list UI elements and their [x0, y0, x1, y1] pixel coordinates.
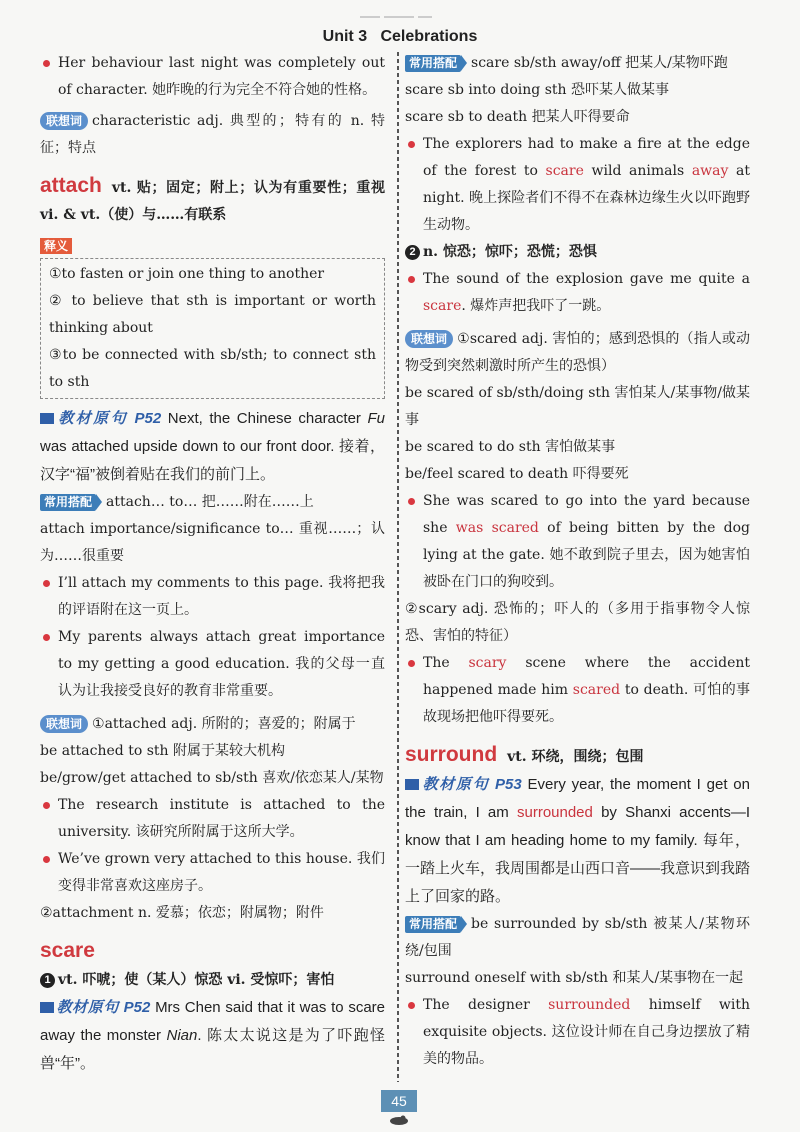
example-sentence	[405, 266, 750, 320]
top-margin-mark	[360, 6, 440, 16]
example-text: She was scared to go into the yard because she	[423, 493, 750, 536]
lianxiang-label: 联想词	[405, 330, 453, 348]
source-label: 教材原句 P53	[421, 776, 522, 793]
example-sentence	[405, 992, 750, 1073]
collocation-line: surround oneself with sb/sth 和某人/某事物在一起	[405, 970, 744, 986]
lianxiang-line: be scared of sb/sth/doing sth 害怕某人/某事物/做某事	[405, 385, 750, 428]
page-header	[0, 28, 800, 46]
textbook-source	[405, 771, 750, 911]
shiyi-label: 释义	[40, 238, 72, 254]
headword-scare: scare	[40, 939, 95, 962]
lianxiang-line: be scared to do sth 害怕做某事	[405, 439, 616, 455]
lianxiang-block	[40, 711, 385, 792]
example-text: The	[423, 655, 450, 671]
book-icon	[405, 779, 419, 790]
lianxiang-label: 联想词	[40, 112, 88, 130]
collocation-line: scare sb into doing sth 恐吓某人做某事	[405, 82, 669, 98]
example-text: at night. 晚上探险者们不得不在森林边缘生火以吓跑野生动物。	[423, 163, 751, 233]
highlight-word: surrounded	[516, 804, 593, 821]
source-text-rest: . 陈太太说这是为了吓跑怪兽“年”。	[40, 1027, 386, 1072]
lianxiang-block	[40, 108, 385, 162]
collocation-block	[405, 911, 750, 992]
example-text: wild animals	[591, 163, 685, 179]
unit-title: Celebrations	[380, 28, 478, 45]
left-column	[40, 50, 385, 1078]
source-nian: Nian	[166, 1027, 198, 1044]
example-sentence	[405, 650, 750, 731]
collocation-line: scare sb to death 把某人吓得要命	[405, 109, 630, 125]
highlight-word: scare	[545, 163, 584, 179]
definition-item: ③to be connected with sb/sth; to connect sth to sth	[49, 347, 376, 390]
collocation-block	[405, 50, 750, 131]
entry-scare	[40, 937, 385, 967]
surround-pos-line: vt. 环绕，围绕；包围	[507, 749, 644, 765]
collocation-label: 常用搭配	[40, 494, 96, 511]
example-text: scene where the accident happened made him	[423, 655, 751, 698]
scary-line: ②scary adj. 恐怖的；吓人的（多用于指事物令人惊恐、害怕的特征）	[405, 601, 750, 644]
page-number: 45	[381, 1090, 417, 1112]
definition-item: ② to believe that sth is important or worth thinking about	[49, 293, 376, 336]
source-label: 教材原句 P52	[56, 999, 151, 1016]
lianxiang-line: be/feel scared to death 吓得要死	[405, 466, 629, 482]
scare-sense-1	[40, 967, 385, 994]
example-text: The explorers had to make a fire at the edge of the forest to	[423, 136, 750, 179]
source-label: 教材原句 P52	[56, 410, 162, 427]
scare-sense-2	[405, 239, 750, 266]
source-text: Every year, the moment I get on the train, I am	[405, 776, 750, 821]
collocation-line: scare sb/sth away/off 把某人/某物吓跑	[471, 55, 728, 71]
example-text: himself with exquisite objects. 这位设计师在自己身边摆放了精美的物品。	[423, 997, 751, 1067]
highlight-word: surrounded	[548, 997, 631, 1013]
textbook-source	[40, 994, 385, 1078]
entry-attach	[40, 172, 385, 229]
lianxiang-block	[405, 326, 750, 488]
definition-section	[40, 233, 385, 399]
highlight-word: away	[691, 163, 729, 179]
example-text: . 爆炸声把我吓了一跳。	[461, 298, 611, 314]
right-column	[405, 50, 750, 1073]
book-icon	[40, 1002, 54, 1013]
lianxiang-line: be attached to sth 附属于某较大机构	[40, 743, 285, 759]
definition-box	[40, 258, 385, 399]
definition-item: ①to fasten or join one thing to another	[49, 266, 325, 282]
sense-number: 2	[405, 245, 420, 260]
example-sentence	[405, 131, 750, 239]
source-text-rest: was attached upside down to our front door. 接着，汉字“福”被倒着贴在我们的前门上。	[40, 438, 385, 483]
sense-number: 1	[40, 973, 55, 988]
lianxiang-line: ①scared adj. 害怕的；感到恐惧的（指人或动物受到突然刺激时所产生的恐惧）	[405, 331, 750, 374]
attach-pos-line: vt. 贴；固定；附上；认为有重要性；重视 vi. & vt.（使）与……有联系	[40, 180, 385, 223]
lianxiang-line: be/grow/get attached to sb/sth 喜欢/依恋某人/某物	[40, 770, 384, 786]
collocation-label: 常用搭配	[405, 916, 461, 933]
collocation-line: attach importance/significance to… 重视……；认为……很重要	[40, 521, 385, 564]
lianxiang-label: 联想词	[40, 715, 88, 733]
textbook-source	[40, 405, 385, 489]
highlight-word: scared	[572, 682, 621, 698]
example-text: of being bitten by the dog lying at the gate. 她不敢到院子里去，因为她害怕被卧在门口的狗咬到。	[423, 520, 751, 590]
sense-text: n. 惊恐；惊吓；恐慌；恐惧	[423, 244, 597, 260]
highlight-word: scare	[423, 298, 462, 314]
example-sentence: I’ll attach my comments to this page. 我将把我的评语附在这一页上。	[40, 570, 385, 624]
example-text: The sound of the explosion gave me quite a	[423, 271, 750, 287]
publisher-logo-icon	[388, 1114, 410, 1126]
sense-text: vt. 吓唬；使（某人）惊恐 vi. 受惊吓；害怕	[58, 972, 335, 988]
source-text: Mrs Chen said that it was to scare away the monster	[40, 999, 386, 1044]
entry-surround	[405, 741, 750, 771]
source-text-rest: by Shanxi accents—I know that I am heading home to my family. 每年，一踏上火车，我周围都是山西口音——我意识到我踏上了回家的路。	[405, 804, 751, 905]
example-text: to death. 可怕的事故现场把他吓得要死。	[423, 682, 751, 725]
book-icon	[40, 413, 54, 424]
source-text: Next, the Chinese character	[167, 410, 361, 427]
attachment-line: ②attachment n. 爱慕；依恋；附属物；附件	[40, 905, 324, 921]
collocation-line: attach… to… 把……附在……上	[106, 494, 314, 510]
headword-surround: surround	[405, 743, 498, 766]
example-sentence: Her behaviour last night was completely out of character. 她昨晚的行为完全不符合她的性格。	[40, 50, 385, 104]
example-sentence	[405, 488, 750, 596]
example-sentence: The research institute is attached to the university. 该研究所附属于这所大学。	[40, 792, 385, 846]
example-text: The designer	[423, 997, 530, 1013]
lianxiang-line: ①attached adj. 所附的；喜爱的；附属于	[92, 716, 356, 732]
highlight-word: was scared	[455, 520, 539, 536]
example-sentence: My parents always attach great importance to my getting a good education. 我的父母一直认为让我接受良好的教育非常重要。	[40, 624, 385, 705]
source-fu: Fu	[367, 410, 385, 427]
column-divider	[397, 52, 399, 1082]
unit-label: Unit 3	[322, 28, 368, 45]
collocation-block	[40, 489, 385, 570]
lianxiang-text: characteristic adj. 典型的；特有的 n. 特征；特点	[40, 113, 385, 156]
example-sentence: We’ve grown very attached to this house. 我们变得非常喜欢这座房子。	[40, 846, 385, 900]
collocation-line: be surrounded by sb/sth 被某人/某物环绕/包围	[405, 916, 750, 959]
collocation-label: 常用搭配	[405, 55, 461, 72]
highlight-word: scary	[468, 655, 507, 671]
headword-attach: attach	[40, 174, 102, 197]
